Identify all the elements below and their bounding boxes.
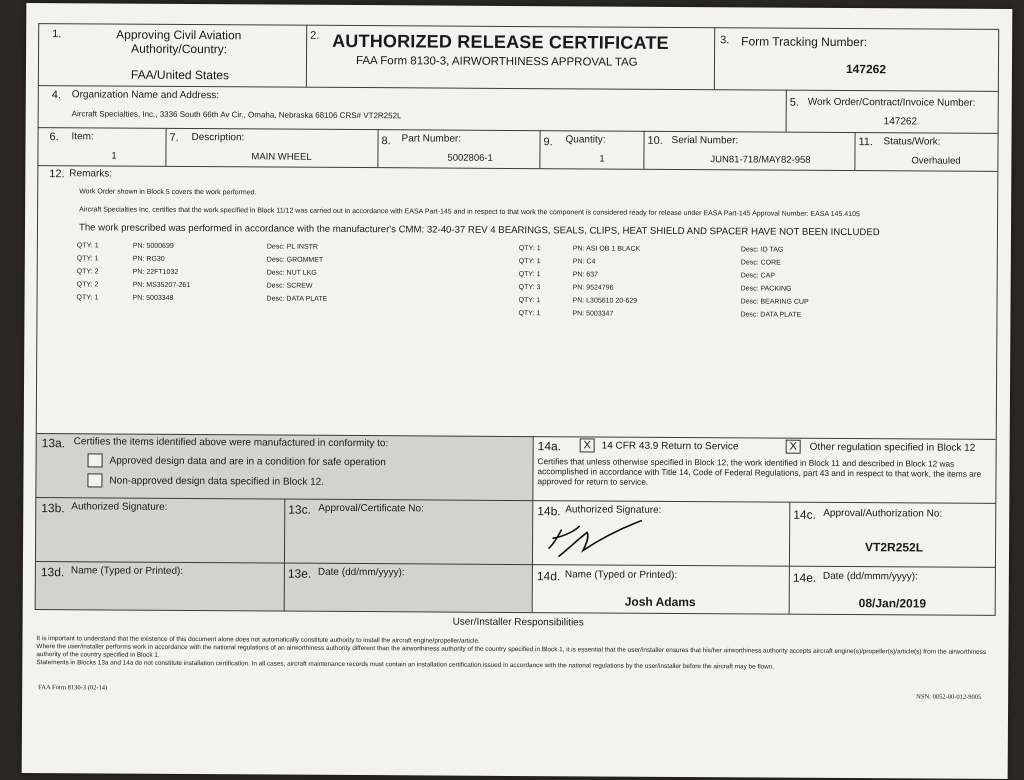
block-7-number: 7. — [169, 131, 179, 144]
block-9-number: 9. — [543, 136, 553, 149]
parts-list-right — [518, 242, 860, 322]
block-14c-number: 14c. — [793, 507, 816, 522]
part-desc: Desc: NUT LKG — [266, 269, 317, 277]
part-qty: QTY: 1 — [518, 245, 541, 253]
approval-authorization-number: VT2R252L — [865, 540, 924, 555]
form-identifier: FAA Form 8130-3 (02-14) — [38, 684, 108, 692]
part-desc: Desc: BEARING CUP — [740, 298, 809, 306]
part-row — [77, 291, 387, 306]
part-qty: QTY: 1 — [518, 297, 541, 305]
block-13a-label: Certifies the items identified above were manufactured in conformity to: — [73, 436, 389, 450]
block-13d-number: 13d. — [40, 565, 65, 580]
part-pn: PN: MS35207-261 — [132, 281, 191, 290]
part-desc: Desc: CAP — [740, 272, 775, 280]
block-13c-number: 13c. — [288, 502, 312, 517]
block-13b-number: 13b. — [41, 501, 65, 516]
non-approved-design-checkbox[interactable] — [87, 473, 102, 487]
other-regulation-label: Other regulation specified in Block 12 — [809, 441, 976, 454]
block-5-number: 5. — [789, 96, 799, 109]
block-12-number: 12. — [49, 168, 65, 181]
description-value: MAIN WHEEL — [251, 151, 312, 163]
block-7-label: Description: — [191, 132, 245, 144]
block-13d-label: Name (Typed or Printed): — [70, 565, 184, 577]
certificate-form — [35, 23, 999, 615]
block-1-label-line1: Approving Civil Aviation — [116, 27, 242, 43]
remarks-line-2: Aircraft Specialties Inc. certifies that the work specified in Block 11/12 was carried out in accordance with EASA Part-145 and in respect to that work the component is considered ready for release under EASA Part-145 Approval Number: EASA 145.4105 — [79, 206, 860, 219]
block-10-number: 10. — [647, 134, 663, 147]
block-8-label: Part Number: — [401, 133, 462, 145]
item-value: 1 — [111, 150, 117, 162]
block-13e-label: Date (dd/mm/yyyy): — [317, 566, 405, 579]
block-11-label: Status/Work: — [883, 136, 941, 148]
block-1-value: FAA/United States — [130, 67, 230, 83]
block-6-number: 6. — [49, 131, 59, 144]
form-title: AUTHORIZED RELEASE CERTIFICATE — [332, 30, 669, 53]
part-pn: PN: 5000699 — [132, 242, 174, 250]
block-14a-number: 14a. — [537, 439, 562, 454]
block-14e-label: Date (dd/mmm/yyyy): — [822, 570, 918, 583]
part-desc: Desc: PL INSTR — [266, 243, 318, 251]
footer-heading: User/Installer Responsibilities — [452, 616, 584, 629]
part-qty: QTY: 1 — [518, 258, 541, 266]
block-4-label: Organization Name and Address: — [71, 89, 220, 102]
block-10-label: Serial Number: — [671, 134, 739, 147]
form-subtitle: FAA Form 8130-3, AIRWORTHINESS APPROVAL TAG — [355, 55, 638, 69]
remarks-line-3: The work prescribed was performed in accordance with the manufacturer's CMM: 32-40-37 REV 4 BEARINGS, SEALS, CLIPS, HEAT SHIELD AND SPACER HAVE NOT BEEN INCLUDED — [78, 222, 880, 239]
status-work-value: Overhauled — [911, 155, 961, 167]
non-approved-design-label: Non-approved design data specified in Block 12. — [109, 475, 325, 488]
part-pn: PN: L305610 20-629 — [572, 297, 638, 305]
part-desc: Desc: DATA PLATE — [266, 295, 328, 303]
block-14d-label: Name (Typed or Printed): — [564, 569, 678, 581]
block-1-number: 1. — [52, 28, 62, 41]
nsn-number: NSN: 0052-00-012-9005 — [916, 693, 982, 701]
part-qty: QTY: 1 — [76, 242, 99, 250]
block-3-label: Form Tracking Number: — [741, 34, 868, 50]
approved-design-label: Approved design data and are in a condition for safe operation — [109, 455, 386, 469]
return-to-service-label: 14 CFR 43.9 Return to Service — [601, 440, 739, 453]
part-desc: Desc: SCREW — [266, 282, 313, 290]
form-tracking-number: 147262 — [845, 62, 887, 77]
block-8-number: 8. — [381, 135, 391, 148]
block-14c-label: Approval/Authorization No: — [823, 507, 943, 520]
block-1-label-line2: Authority/Country: — [131, 41, 228, 57]
part-number-value: 5002806-1 — [447, 152, 493, 164]
part-pn: PN: C4 — [572, 258, 596, 266]
part-qty: QTY: 1 — [518, 310, 541, 318]
footer-paragraph-2: Where the user/installer performs work in accordance with the national regulations of an airworthiness authority different than the airworthiness authority of the country specified in Block 1, it is essential that the user/installer ensures that his/her airworthiness authority accepts aircraft engine(s)/propeller(s)/article(s) from the airworthiness authority of the country specified in Block 1. — [36, 643, 987, 659]
part-pn: PN: 637 — [572, 271, 599, 279]
footer-paragraph-1: It is important to understand that the existence of this document alone does not automatically constitute authority to install the aircraft engine/propeller/article. — [36, 635, 480, 645]
authorized-name: Josh Adams — [624, 594, 696, 610]
part-desc: Desc: DATA PLATE — [740, 311, 802, 319]
part-desc: Desc: ID TAG — [740, 246, 784, 254]
remarks-line-1: Work Order shown in Block 5 covers the work performed. — [79, 188, 257, 197]
block-14e-number: 14e. — [792, 570, 817, 585]
block-4-number: 4. — [51, 89, 62, 102]
block-9-label: Quantity: — [565, 134, 606, 146]
work-order-number: 147262 — [883, 116, 918, 128]
other-regulation-checkbox[interactable]: X — [786, 440, 801, 454]
block-14b-number: 14b. — [537, 504, 561, 519]
part-desc: Desc: PACKING — [740, 285, 792, 293]
block-13e-number: 13e. — [287, 566, 312, 581]
part-pn: PN: ASI OB 1 BLACK — [572, 245, 641, 253]
block-12-label: Remarks: — [69, 168, 113, 180]
part-pn: PN: 9524796 — [572, 284, 614, 292]
block-13a-number: 13a. — [41, 436, 66, 451]
block-3-number: 3. — [720, 34, 730, 47]
block-13c-label: Approval/Certificate No: — [318, 502, 424, 515]
block-14b-label: Authorized Signature: — [565, 504, 662, 516]
parts-list-left — [77, 239, 387, 306]
part-desc: Desc: CORE — [740, 259, 781, 267]
part-pn: PN: 5003348 — [132, 294, 174, 302]
serial-number-value: JUN81-718/MAY82-958 — [710, 154, 811, 166]
authorized-signature — [535, 512, 665, 565]
block-6-label: Item: — [71, 131, 94, 143]
part-qty: QTY: 2 — [76, 281, 99, 289]
part-pn: PN: RG30 — [132, 255, 165, 263]
approved-design-checkbox[interactable] — [88, 453, 103, 467]
part-qty: QTY: 2 — [76, 268, 99, 276]
quantity-value: 1 — [599, 153, 605, 165]
part-row — [518, 307, 860, 322]
organization-name-address: Aircraft Specialties, Inc., 3336 South 66th Av Cir., Omaha, Nebraska 68106 CRS# VT2R252L — [71, 109, 402, 121]
part-pn: PN: 5003347 — [572, 310, 614, 318]
certificate-paper — [22, 3, 1013, 779]
return-to-service-checkbox[interactable]: X — [580, 438, 595, 452]
block-14a-statement: Certifies that unless otherwise specified in Block 12, the work identified in Block 11 and described in Block 12 was accomplished in accordance with Title 14, Code of Federal Regulations, part 43 and in respect to that work, the items are approved for return to service. — [537, 456, 982, 487]
part-desc: Desc: GROMMET — [266, 256, 324, 264]
footer-paragraph-3: Statements in Blocks 13a and 14a do not constitute installation certification. In all cases, aircraft maintenance records must contain an installation certification issued in accordance with the national regulations by the user/installer before the aircraft may be flown. — [36, 659, 775, 671]
part-qty: QTY: 3 — [518, 284, 541, 292]
block-14d-number: 14d. — [536, 569, 561, 584]
part-qty: QTY: 1 — [76, 294, 99, 302]
part-qty: QTY: 1 — [76, 255, 99, 263]
block-2-number: 2. — [310, 29, 320, 42]
certificate-date: 08/Jan/2019 — [858, 596, 927, 611]
block-11-number: 11. — [858, 136, 874, 149]
block-13b-label: Authorized Signature: — [71, 501, 168, 513]
part-qty: QTY: 1 — [518, 271, 541, 279]
part-pn: PN: 22FT1032 — [132, 268, 179, 276]
block-5-label: Work Order/Contract/Invoice Number: — [807, 96, 976, 109]
